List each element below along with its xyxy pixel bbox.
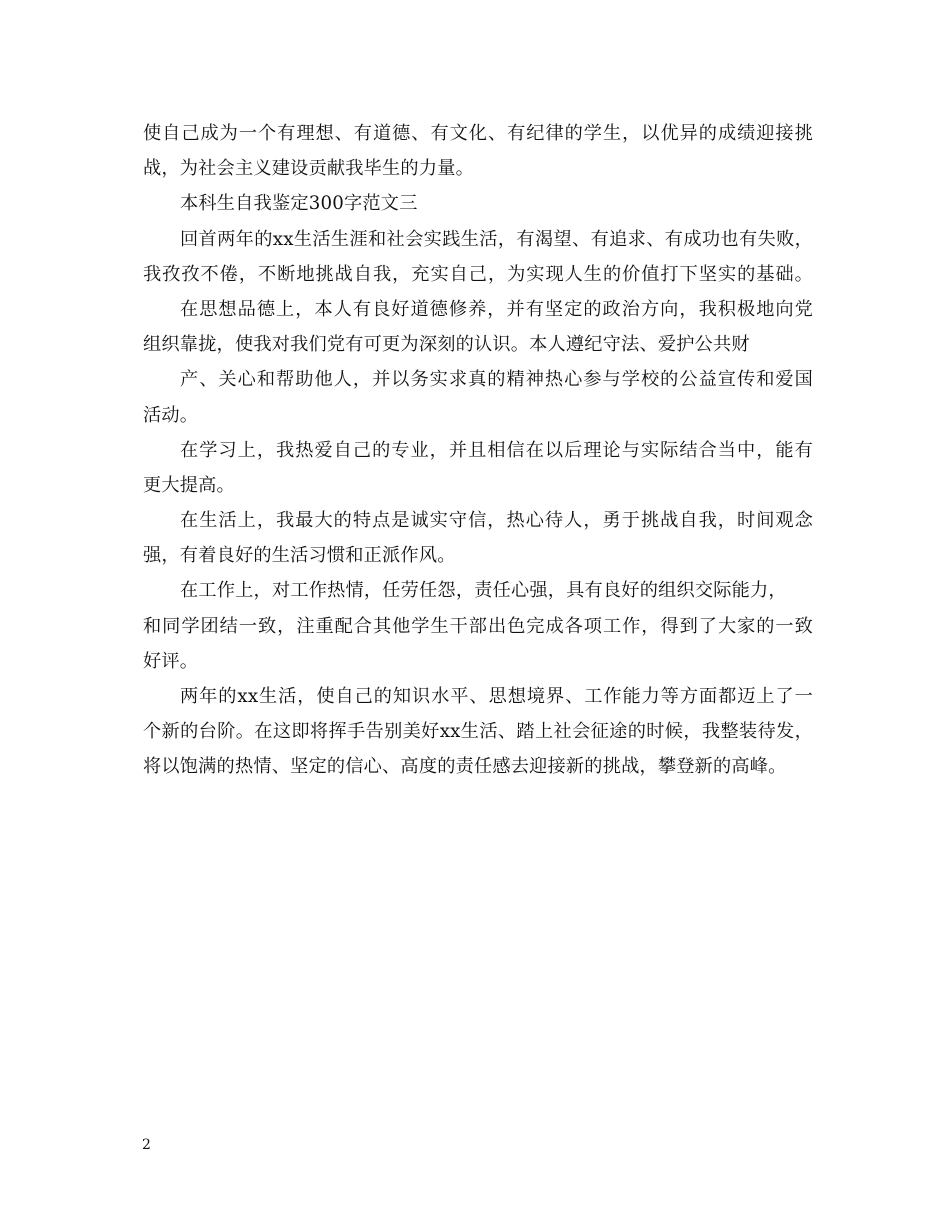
text-line: 个新的台阶。在这即将挥手告别美好xx生活、踏上社会征途的时候，我整装待发， — [143, 721, 813, 743]
section-heading: 本科生自我鉴定300字范文三 — [180, 193, 418, 215]
text-line: 在工作上，对工作热情，任劳任怨，责任心强，具有良好的组织交际能力， — [180, 580, 787, 602]
text-line: 使自己成为一个有理想、有道德、有文化、有纪律的学生，以优异的成绩迎接挑 — [143, 123, 813, 144]
text-line: 强，有着良好的生活习惯和正派作风。 — [143, 545, 456, 567]
page-number: 2 — [142, 1137, 151, 1153]
text-line: 在学习上，我热爱自己的专业，并且相信在以后理论与实际结合当中，能有 — [180, 439, 813, 461]
text-line: 将以饱满的热情、坚定的信心、高度的责任感去迎接新的挑战，攀登新的高峰。 — [143, 756, 787, 778]
document-body — [143, 116, 813, 785]
text-line: 我孜孜不倦，不断地挑战自我，充实自己，为实现人生的价值打下坚实的基础。 — [143, 263, 813, 285]
text-line: 好评。 — [143, 650, 199, 672]
text-line: 在思想品德上，本人有良好道德修养，并有坚定的政治方向，我积极地向党 — [180, 298, 813, 320]
text-line: 和同学团结一致，注重配合其他学生干部出色完成各项工作，得到了大家的一致 — [143, 615, 813, 637]
text-line: 活动。 — [143, 404, 199, 426]
text-line: 回首两年的xx生活生涯和社会实践生活，有渴望、有追求、有成功也有失败， — [180, 228, 813, 250]
text-line: 在生活上，我最大的特点是诚实守信，热心待人，勇于挑战自我，时间观念 — [180, 510, 813, 532]
text-line: 组织靠拢，使我对我们党有可更为深刻的认识。本人遵纪守法、爱护公共财 — [143, 334, 750, 356]
text-line: 产、关心和帮助他人，并以务实求真的精神热心参与学校的公益宣传和爱国 — [180, 369, 813, 391]
text-line: 两年的xx生活，使自己的知识水平、思想境界、工作能力等方面都迈上了一 — [180, 686, 813, 707]
text-line: 战，为社会主义建设贡献我毕生的力量。 — [143, 158, 474, 180]
text-line: 更大提高。 — [143, 474, 235, 496]
